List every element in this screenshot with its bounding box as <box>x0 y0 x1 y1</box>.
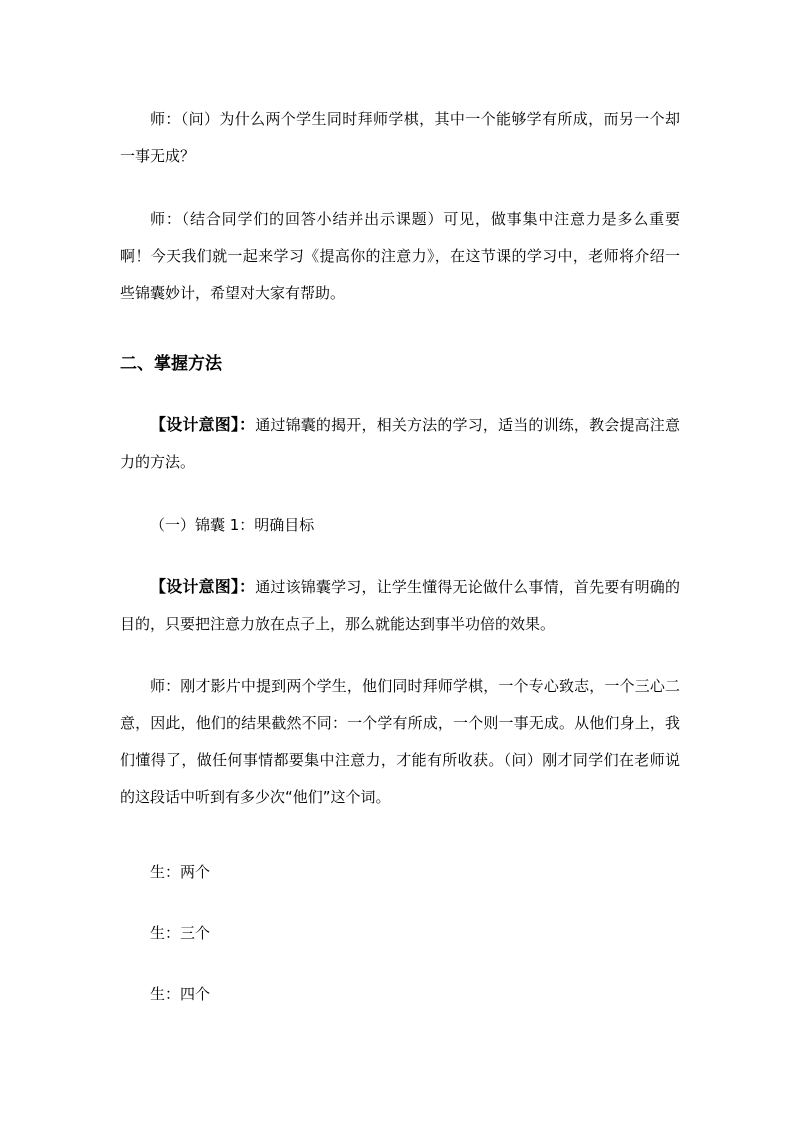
section-heading: 二、掌握方法 <box>120 354 222 374</box>
student-answer-2: 生：三个 <box>150 924 211 942</box>
student-answer-1: 生：两个 <box>150 863 211 881</box>
design-intent-text: 通过该锦囊学习，让学生懂得无论做什么事情，首先要有明确的目的，只要把注意力放在点子上，那么就能达到事半功倍的效果。 <box>120 578 680 633</box>
subsection-title: （一）锦囊 1：明确目标 <box>150 516 315 534</box>
design-intent-1 <box>120 406 680 481</box>
design-intent-2 <box>120 568 680 643</box>
paragraph-summary: 师：（结合同学们的回答小结并出示课题）可见，做事集中注意力是多么重要啊！今天我们就一起来学习《提高你的注意力》，在这节课的学习中，老师将介绍一些锦囊妙计，希望对大家有帮助。 <box>120 210 680 302</box>
design-intent-label: 【设计意图】： <box>150 415 256 434</box>
student-answer-3: 生：四个 <box>150 985 211 1003</box>
design-intent-text: 通过锦囊的揭开，相关方法的学习，适当的训练，教会提高注意力的方法。 <box>120 416 680 471</box>
paragraph-question: 师：（问）为什么两个学生同时拜师学棋，其中一个能够学有所成，而另一个却一事无成？ <box>120 110 680 165</box>
paragraph-teacher: 师：刚才影片中提到两个学生，他们同时拜师学棋，一个专心致志，一个三心二意，因此，他们的结果截然不同：一个学有所成，一个则一事无成。从他们身上，我们懂得了，做任何事情都要集中注意力，才能有所收获。（问）刚才同学们在老师说的这段话中听到有多少次“他们”这个词。 <box>120 677 680 806</box>
design-intent-label: 【设计意图】： <box>150 577 256 596</box>
